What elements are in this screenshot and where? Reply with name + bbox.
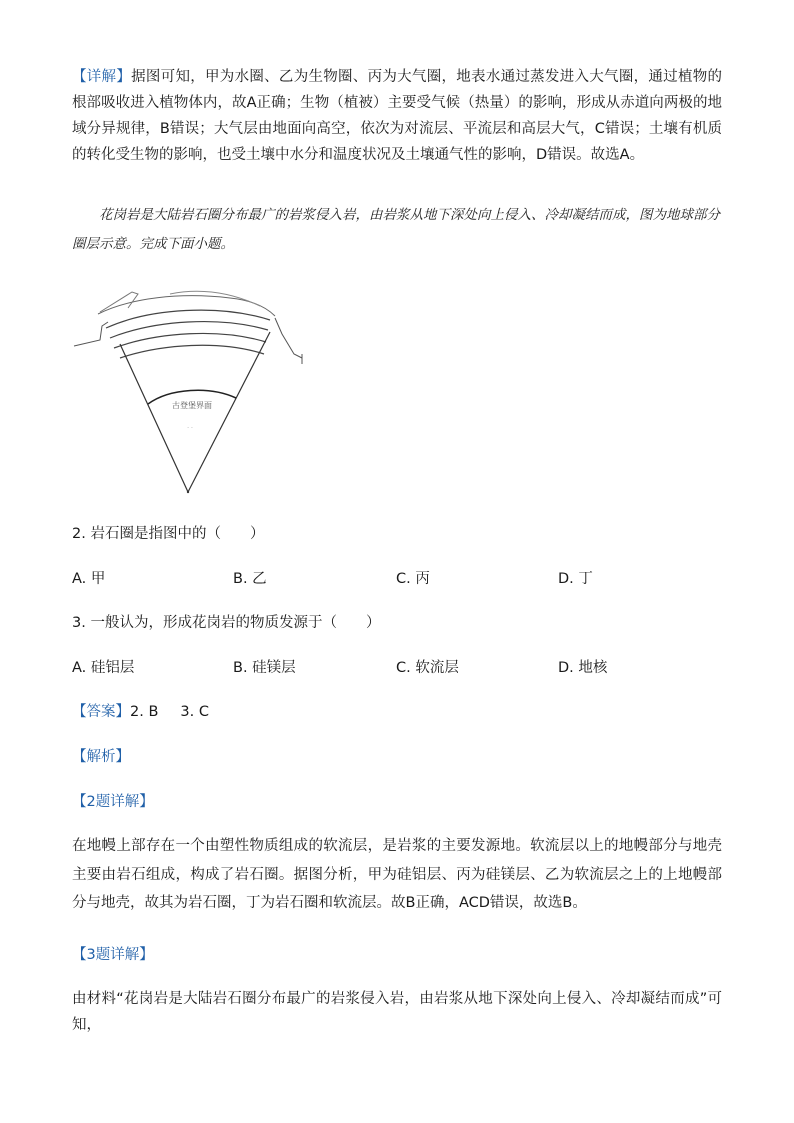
q2-detail-tag: 【2题详解】 bbox=[72, 794, 154, 810]
q3-detail-tag: 【3题详解】 bbox=[72, 947, 154, 963]
q3-detail-text: 由材料“花岗岩是大陆岩石圈分布最广的岩浆侵入岩，由岩浆从地下深处向上侵入、冷却凝结而成”可知， bbox=[72, 991, 722, 1033]
q2-option-c: C. 丙 bbox=[396, 571, 430, 587]
core-boundary-label: 古登堡界面 bbox=[172, 401, 212, 410]
answer-tag: 【答案】 bbox=[72, 704, 130, 720]
question-2-stem: 2. 岩石圈是指图中的（ ） bbox=[72, 526, 265, 542]
q2-detail-text: 在地幔上部存在一个由塑性物质组成的软流层，是岩浆的主要发源地。软流层以上的地幔部分与地壳主要由岩石组成，构成了岩石圈。据图分析，甲为硅铝层、丙为硅镁层、乙为软流层之上的上地幔部分与地壳，故其为岩石圈，丁为岩石圈和软流层。故B正确，ACD错误，故选B。 bbox=[72, 838, 722, 911]
q2-option-a: A. 甲 bbox=[72, 571, 106, 587]
q3-option-b: B. 硅镁层 bbox=[233, 660, 296, 676]
detail-tag: 【详解】 bbox=[72, 69, 132, 85]
q3-option-c: C. 软流层 bbox=[396, 660, 459, 676]
answer-line bbox=[72, 700, 209, 721]
q3-option-a: A. 硅铝层 bbox=[72, 660, 135, 676]
earth-layers-figure bbox=[70, 284, 310, 496]
detail-text: 据图可知，甲为水圈、乙为生物圈、丙为大气圈，地表水通过蒸发进入大气圈，通过植物的根部吸收进入植物体内，故A正确；生物（植被）主要受气候（热量）的影响，形成从赤道向两极的地域分异规律，B错误；大气层由地面向高空，依次为对流层、平流层和高层大气，C错误；土壤有机质的转化受生物的影响，也受土壤中水分和温度状况及土壤通气性的影响，D错误。故选A。 bbox=[72, 69, 723, 163]
detail-explanation bbox=[72, 64, 722, 168]
analysis-tag: 【解析】 bbox=[72, 749, 130, 765]
question-3-stem: 3. 一般认为，形成花岗岩的物质发源于（ ） bbox=[72, 615, 381, 631]
answer-3: 3. C bbox=[180, 704, 209, 720]
answer-2: 2. B bbox=[130, 704, 159, 720]
svg-text:· ·: · · bbox=[187, 425, 193, 432]
material-text: 花岗岩是大陆岩石圈分布最广的岩浆侵入岩，由岩浆从地下深处向上侵入、冷却凝结而成，图为地球部分圈层示意。完成下面小题。 bbox=[72, 207, 720, 252]
question-3-options bbox=[72, 656, 722, 676]
question-2-options bbox=[72, 567, 722, 587]
q2-option-b: B. 乙 bbox=[233, 571, 267, 587]
q2-option-d: D. 丁 bbox=[558, 571, 593, 587]
q3-option-d: D. 地核 bbox=[558, 660, 608, 676]
